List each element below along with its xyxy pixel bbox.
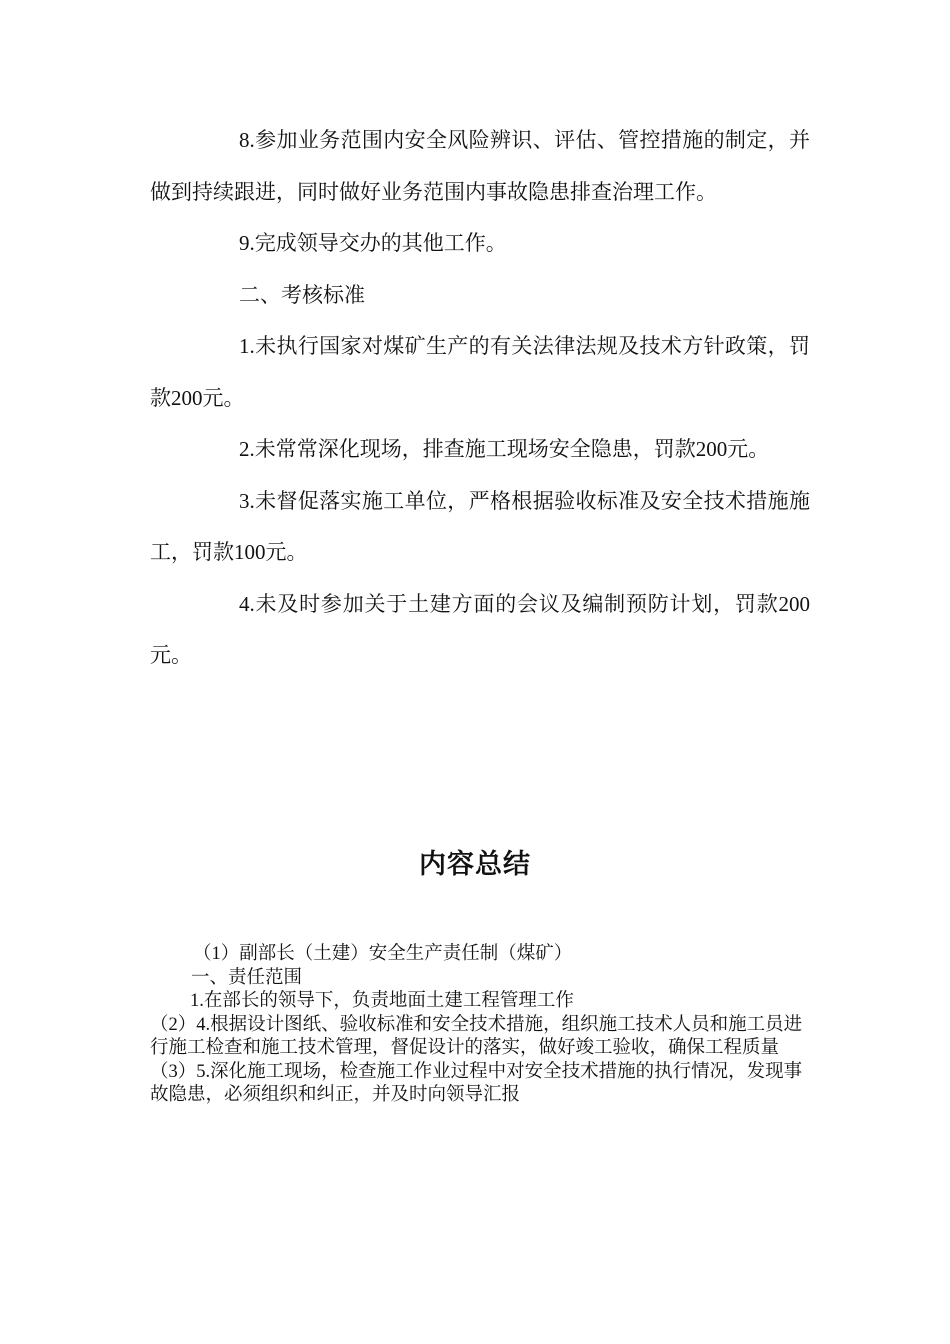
criterion-1: 1.未执行国家对煤矿生产的有关法律法规及技术方针政策，罚款200元。 — [150, 334, 810, 410]
document-body — [150, 115, 810, 682]
summary-line-1: （1）副部长（土建）安全生产责任制（煤矿） — [193, 944, 573, 964]
summary-title: 内容总结 — [419, 849, 531, 879]
criterion-4: 4.未及时参加关于土建方面的会议及编制预防计划，罚款200元。 — [150, 591, 810, 667]
summary-block — [150, 943, 805, 1108]
paragraph-item-8: 8.参加业务范围内安全风险辨识、评估、管控措施的制定，并做到持续跟进，同时做好业务范围内事故隐患排查治理工作。 — [150, 128, 810, 204]
summary-line-2: 一、责任范围 — [191, 967, 303, 988]
criterion-3: 3.未督促落实施工单位，严格根据验收标准及安全技术措施施工，罚款100元。 — [150, 488, 810, 564]
summary-line-4: （2）4.根据设计图纸、验收标准和安全技术措施，组织施工技术人员和施工员进行施工检查和施工技术管理，督促设计的落实，做好竣工验收，确保工程质量 — [150, 1014, 803, 1058]
summary-line-3: 1.在部长的领导下，负责地面土建工程管理工作 — [190, 991, 574, 1011]
section-heading: 二、考核标准 — [239, 282, 365, 307]
criterion-2: 2.未常常深化现场，排查施工现场安全隐患，罚款200元。 — [239, 437, 770, 461]
summary-line-5: （3）5.深化施工现场，检查施工作业过程中对安全技术措施的执行情况，发现事故隐患，必须组织和纠正，并及时向领导汇报 — [150, 1061, 803, 1105]
paragraph-item-9: 9.完成领导交办的其他工作。 — [239, 231, 507, 255]
